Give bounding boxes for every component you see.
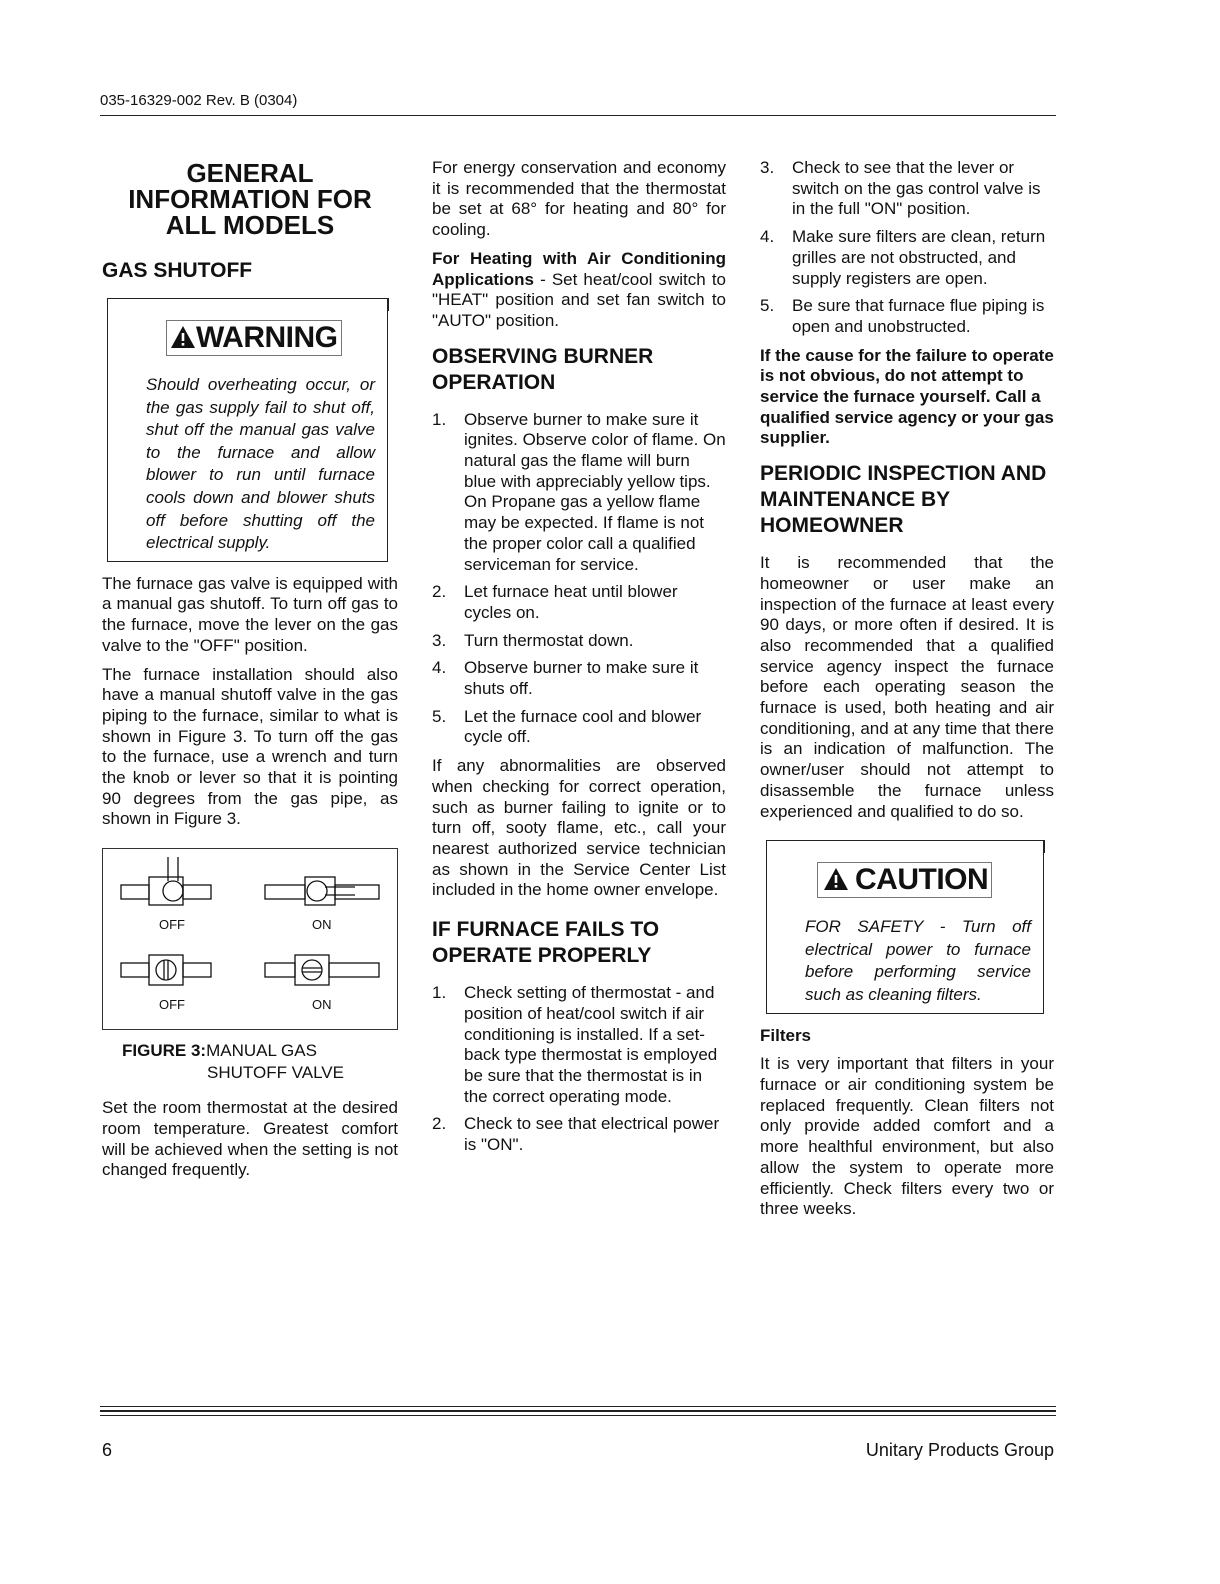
fails-steps-list-continued <box>760 158 1054 338</box>
figure-caption-line-2: SHUTOFF VALVE <box>207 1063 344 1083</box>
valve-off-lever-icon <box>121 857 211 905</box>
manual-shutoff-paragraph: The furnace installation should also have a manual shutoff valve in the gas piping to the furnace, similar to what is shown in Figure 3. To turn off the gas to the furnace, use a wrench and turn the knob or lever so that it is pointing 90 degrees from the gas pipe, as shown in Figure 3. <box>102 664 398 829</box>
figure-label-off-2: OFF <box>159 997 185 1013</box>
header-rule <box>100 115 1056 116</box>
list-item: 4. Observe burner to make sure it shuts off. <box>432 658 699 699</box>
caution-text: FOR SAFETY - Turn off electrical power to furnace before performing service such as cleaning filters. <box>805 917 1031 1005</box>
figure-3-box <box>102 848 398 1030</box>
figure-label-on-2: ON <box>312 997 332 1013</box>
observing-burner-title: OBSERVING BURNER OPERATION <box>432 344 654 394</box>
main-title <box>102 160 398 238</box>
furnace-fails-title: IF FURNACE FAILS TO OPERATE PROPERLY <box>432 918 660 968</box>
warning-box <box>107 298 388 562</box>
figure-caption-line-1: MANUAL GAS <box>206 1041 317 1061</box>
shutoff-valve-diagram <box>103 849 397 1029</box>
page-number: 6 <box>102 1440 113 1460</box>
figure-3-caption <box>122 1040 398 1084</box>
caution-label <box>817 862 992 898</box>
filters-paragraph: It is very important that filters in your furnace or air conditioning system be replaced frequently. Clean filters not only provide added comfort and a more healthful environment, but also allow the system to operate more efficiently. Check filters every two or three weeks. <box>760 1054 1054 1219</box>
valve-off-knob-icon <box>121 955 211 985</box>
observing-steps-list <box>432 410 726 749</box>
column-2 <box>432 158 726 1164</box>
document-number: 035-16329-002 Rev. B (0304) <box>100 92 298 109</box>
caution-box <box>766 840 1044 1013</box>
fails-steps-list <box>432 983 726 1156</box>
list-item: 4. Make sure filters are clean, return grilles are not obstructed, and supply registers are open. <box>760 227 1046 288</box>
periodic-inspection-paragraph: It is recommended that the homeowner or user make an inspection of the furnace at least every 90 days, or more often if desired. It is also recommended that a qualified service agency inspect the furnace before each operating season the furnace is used, both heating and air conditioning, and at any time that there is an indication of malfunction. The owner/user should not attempt to disassemble the furnace unless experienced and qualified to do so. <box>760 553 1054 821</box>
caution-triangle-icon <box>823 867 849 891</box>
periodic-inspection-title: PERIODIC INSPECTION AND MAINTENANCE BY HOMEOWNER <box>760 462 1047 538</box>
energy-conservation-paragraph: For energy conservation and economy it is recommended that the thermostat be set at 68° for heating and 80° for cooling. <box>432 158 726 240</box>
main-title-line-3: ALL MODELS <box>165 210 335 240</box>
footer-rule <box>100 1406 1056 1407</box>
footer-rule <box>100 1415 1056 1416</box>
gas-shutoff-title: GAS SHUTOFF <box>102 259 253 282</box>
list-item: 3. Check to see that the lever or switch on the gas control valve is in the full "ON" position. <box>760 158 1041 219</box>
list-item: 1. Check setting of thermostat - and position of heat/cool switch if air conditioning is installed. If a set-back type thermostat is employed be sure that the thermostat is in the correct operating mode. <box>432 983 718 1106</box>
gas-valve-paragraph: The furnace gas valve is equipped with a manual gas shutoff. To turn off gas to the furnace, move the lever on the gas valve to the "OFF" position. <box>102 573 398 655</box>
figure-label-on-1: ON <box>312 917 332 933</box>
warning-label-text: WARNING <box>196 321 338 354</box>
main-title-line-2: INFORMATION FOR <box>128 184 372 214</box>
column-1 <box>102 158 398 1189</box>
list-item: 2. Let furnace heat until blower cycles on. <box>432 582 678 622</box>
list-item: 2. Check to see that electrical power is "ON". <box>432 1114 720 1155</box>
figure-caption-label: FIGURE 3: <box>122 1041 207 1061</box>
filters-title: Filters <box>760 1025 812 1045</box>
valve-on-lever-icon <box>265 877 379 905</box>
heating-ac-label: For Heating with Air Conditioning Applications <box>432 248 726 289</box>
failure-cause-paragraph: If the cause for the failure to operate is not obvious, do not attempt to service the furnace yourself. Call a qualified service agency or your gas supplier. <box>760 345 1054 448</box>
warning-label <box>166 320 342 356</box>
heating-ac-text: - Set heat/cool switch to "HEAT" position and set fan switch to "AUTO" position. <box>432 269 726 330</box>
heating-ac-paragraph <box>432 249 726 332</box>
caution-label-text: CAUTION <box>855 863 989 897</box>
valve-on-knob-icon <box>265 955 379 985</box>
abnormalities-paragraph: If any abnormalities are observed when checking for correct operation, such as burner failing to ignite or to turn off, sooty flame, etc., call your nearest authorized service technician as shown in the Service Center List included in the home owner envelope. <box>432 756 726 900</box>
warning-triangle-icon <box>170 325 196 349</box>
list-item: 1. Observe burner to make sure it ignites. Observe color of flame. On natural gas the flame will burn blue with appreciably yellow tips. On Propane gas a yellow flame may be expected. If flame is not the proper color call a qualified serviceman for service. <box>432 409 726 574</box>
footer-rule <box>100 1410 1056 1412</box>
thermostat-paragraph: Set the room thermostat at the desired room temperature. Greatest comfort will be achieved when the setting is not changed frequently. <box>102 1098 398 1180</box>
main-title-line-1: GENERAL <box>186 158 314 188</box>
warning-text: Should overheating occur, or the gas supply fail to shut off, shut off the manual gas valve to the furnace and allow blower to run until furnace cools down and blower shuts off before shutting off the electrical supply. <box>146 375 375 553</box>
list-item: 5. Let the furnace cool and blower cycle off. <box>432 706 702 747</box>
figure-label-off-1: OFF <box>159 917 185 933</box>
column-3 <box>760 158 1054 1228</box>
list-item: 5. Be sure that furnace flue piping is open and unobstructed. <box>760 296 1045 336</box>
footer-company: Unitary Products Group <box>865 1440 1054 1460</box>
list-item: 3. Turn thermostat down. <box>432 630 634 650</box>
